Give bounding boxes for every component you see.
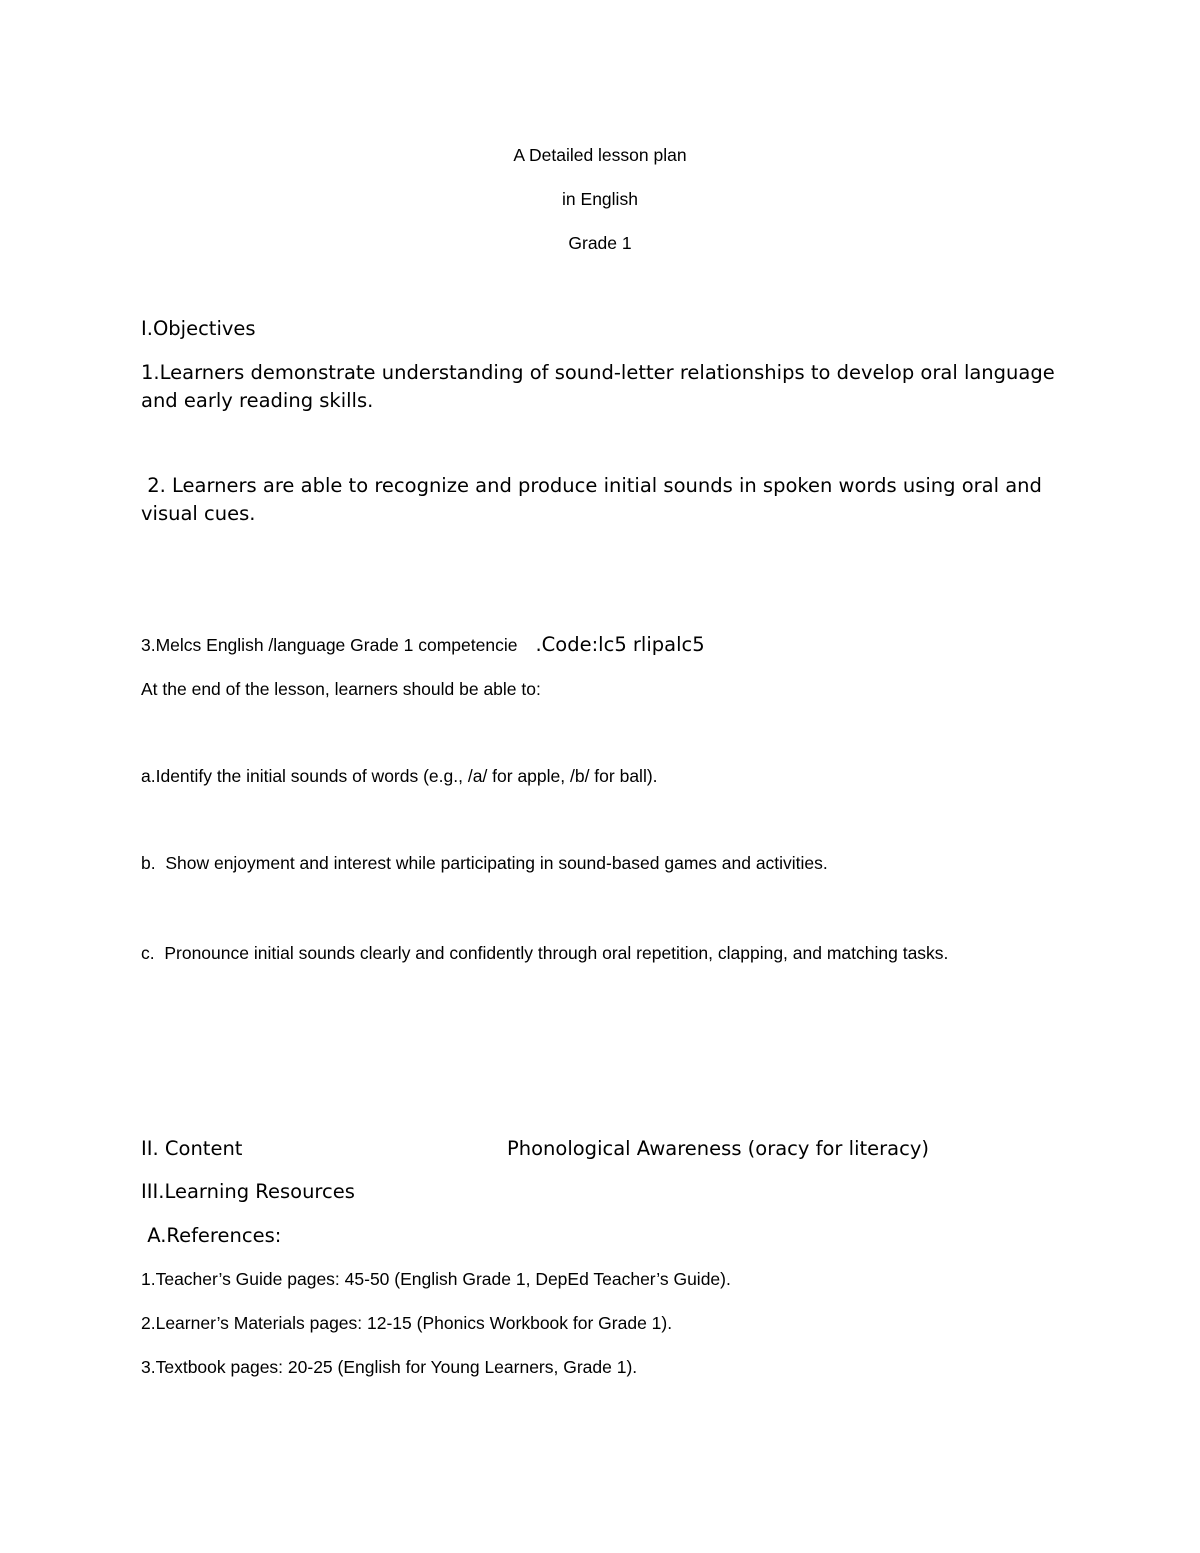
content-value: Phonological Awareness (oracy for literacy) [507,1137,929,1160]
reference-1: 1.Teacher’s Guide pages: 45-50 (English Grade 1, DepEd Teacher’s Guide). [141,1269,731,1289]
document-title: A Detailed lesson plan [513,145,687,165]
objective-b: b. Show enjoyment and interest while participating in sound-based games and activities. [141,853,828,873]
document-subject: in English [562,189,638,209]
content-heading: II. Content [141,1137,243,1160]
objective-3 [141,635,705,655]
competency-code: .Code:lc5 rlipalc5 [535,633,705,656]
reference-2: 2.Learner’s Materials pages: 12-15 (Phonics Workbook for Grade 1). [141,1313,673,1333]
reference-3: 3.Textbook pages: 20-25 (English for Young Learners, Grade 1). [141,1357,638,1377]
resources-heading: III.Learning Resources [141,1180,355,1203]
objective-1: 1.Learners demonstrate understanding of sound-letter relationships to develop oral language and early reading skills. [141,361,1055,412]
document-grade: Grade 1 [568,233,632,253]
objectives-intro: At the end of the lesson, learners should be able to: [141,679,541,699]
objective-c: c. Pronounce initial sounds clearly and confidently through oral repetition, clapping, and matching tasks. [141,943,949,963]
objective-a: a.Identify the initial sounds of words (e.g., /a/ for apple, /b/ for ball). [141,766,658,786]
references-heading: A.References: [141,1224,282,1247]
objectives-heading: I.Objectives [141,317,256,340]
objective-2: 2. Learners are able to recognize and produce initial sounds in spoken words using oral and visual cues. [141,474,1049,525]
competency-label: 3.Melcs English /language Grade 1 competencie [141,635,518,655]
